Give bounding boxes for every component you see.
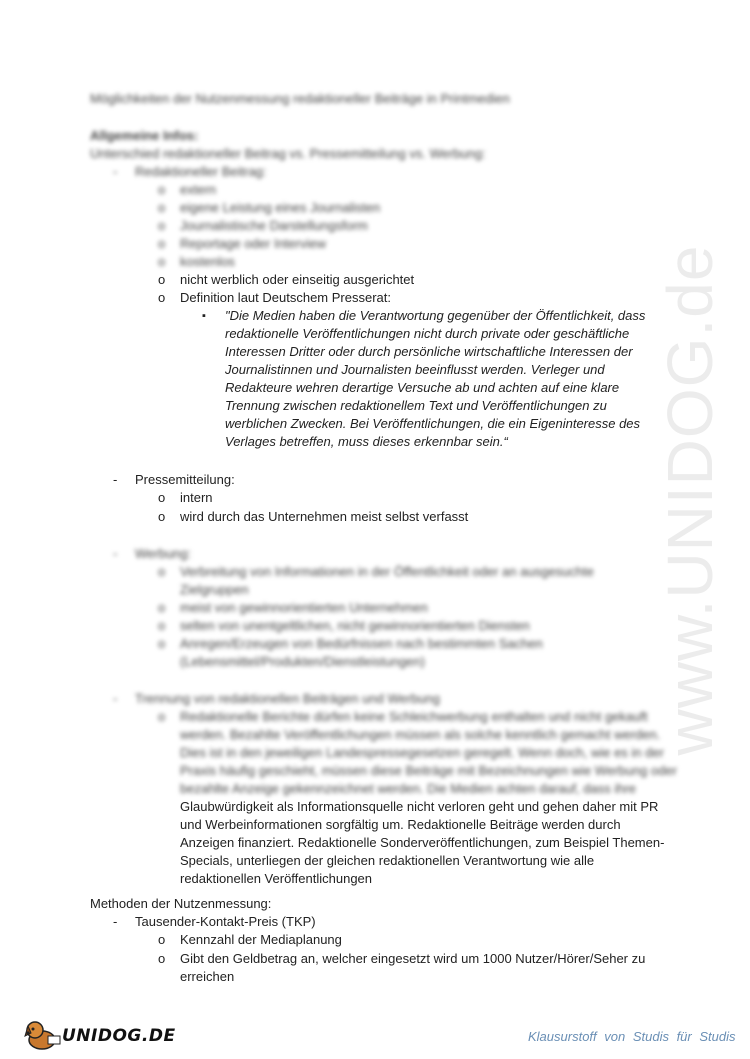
list-item: eigene Leistung eines Journalisten	[180, 200, 381, 215]
paragraph-line: Praxis häufig geschieht, müssen diese Beiträge mit Bezeichnungen wie Werbung oder	[180, 763, 677, 778]
list-item: (Lebensmittel/Produkten/Dienstleistungen)	[180, 654, 425, 669]
circle-bullet: o	[158, 182, 166, 197]
methods-heading: Methoden der Nutzenmessung:	[90, 896, 272, 911]
circle-bullet: o	[158, 218, 166, 233]
circle-bullet: o	[158, 290, 166, 305]
quote-line: "Die Medien haben die Verantwortung gegenüber der Öffentlichkeit, dass	[225, 308, 646, 323]
quote-line: Verlages betreffen, muss dieses erkennbar sein.“	[225, 434, 508, 449]
paragraph-line: Dies ist in den jeweiligen Landespressegesetzen geregelt. Wenn doch, wie es in der	[180, 745, 664, 760]
logo-text: UNIDOG.DE	[62, 1026, 176, 1046]
square-bullet: ▪	[202, 310, 206, 322]
quote-line: Trennung zwischen redaktionellem Text und Veröffentlichungen zu	[225, 398, 607, 413]
list-item: Kennzahl der Mediaplanung	[180, 932, 342, 947]
quote-line: Redakteure wehren derartige Versuche ab und achten auf eine klare	[225, 380, 620, 395]
document-title: Möglichkeiten der Nutzenmessung redaktioneller Beiträge in Printmedien	[90, 91, 510, 106]
paragraph-line: Glaubwürdigkeit als Informationsquelle nicht verloren geht und gehen daher mit PR	[180, 799, 659, 814]
section-label: Redaktioneller Beitrag:	[135, 164, 267, 179]
quote-line: werblichen Zwecken. Bei Veröffentlichungen, die ein Eigeninteresse des	[225, 416, 641, 431]
circle-bullet: o	[158, 951, 166, 966]
list-item: Anregen/Erzeugen von Bedürfnissen nach bestimmten Sachen	[180, 636, 543, 651]
circle-bullet: o	[158, 254, 166, 269]
dash-bullet: -	[113, 164, 118, 179]
circle-bullet: o	[158, 272, 166, 287]
general-heading: Allgemeine Infos:	[90, 128, 199, 143]
quote-line: redaktionelle Veröffentlichungen nicht durch private oder geschäftliche	[225, 326, 630, 341]
section-label: Werbung:	[135, 546, 192, 561]
circle-bullet: o	[158, 509, 166, 524]
list-item: Gibt den Geldbetrag an, welcher eingesetzt wird um 1000 Nutzer/Hörer/Seher zu	[180, 951, 646, 966]
watermark-text: www.UNIDOG.de	[654, 244, 726, 756]
watermark	[640, 244, 740, 756]
quote-line: Journalistinnen und Journalisten beeinflusst werden. Verleger und	[225, 362, 605, 377]
general-intro: Unterschied redaktioneller Beitrag vs. Pressemitteilung vs. Werbung:	[90, 146, 486, 161]
paragraph-line: und Werbeinformationen sorgfältig um. Redaktionelle Beiträge werden durch	[180, 817, 621, 832]
list-item: wird durch das Unternehmen meist selbst verfasst	[180, 509, 469, 524]
circle-bullet: o	[158, 636, 166, 651]
list-item: extern	[180, 182, 217, 197]
dog-icon	[22, 1016, 62, 1052]
section-label: Pressemitteilung:	[135, 472, 235, 487]
unidog-logo[interactable]	[22, 1016, 176, 1052]
section-label: Tausender-Kontakt-Preis (TKP)	[135, 914, 316, 929]
dash-bullet: -	[113, 546, 118, 561]
paragraph-line: Redaktionelle Berichte dürfen keine Schleichwerbung enthalten und nicht gekauft	[180, 709, 648, 724]
circle-bullet: o	[158, 600, 166, 615]
paragraph-line: redaktionellen Veröffentlichungen	[180, 871, 373, 886]
list-item: Zielgruppen	[180, 582, 249, 597]
quote-line: Interessen Dritter oder durch persönliche wirtschaftliche Interessen der	[225, 344, 633, 359]
list-item: Reportage oder Interview	[180, 236, 326, 251]
paragraph-line: Specials, unterliegen der gleichen redaktionellen Verantwortung wie alle	[180, 853, 595, 868]
circle-bullet: o	[158, 564, 166, 579]
paragraph-line: bezahlte Anzeige gekennzeichnet werden. Die Medien achten darauf, dass ihre	[180, 781, 637, 796]
circle-bullet: o	[158, 932, 166, 947]
dash-bullet: -	[113, 691, 118, 706]
circle-bullet: o	[158, 200, 166, 215]
list-item: nicht werblich oder einseitig ausgerichtet	[180, 272, 415, 287]
circle-bullet: o	[158, 618, 166, 633]
paragraph-line: werden. Bezahlte Veröffentlichungen müssen als solche kenntlich gemacht werden.	[180, 727, 661, 742]
footer-tagline: Klausurstoff von Studis für Studis	[528, 1029, 736, 1044]
dash-bullet: -	[113, 472, 118, 487]
list-item: selten von unentgeltlichen, nicht gewinnorientierten Diensten	[180, 618, 530, 633]
list-item: kostenlos	[180, 254, 235, 269]
list-item: Verbreitung von Informationen in der Öffentlichkeit oder an ausgesuchte	[180, 564, 594, 579]
list-item: meist von gewinnorientierten Unternehmen	[180, 600, 428, 615]
list-item: erreichen	[180, 969, 235, 984]
list-item: Definition laut Deutschem Presserat:	[180, 290, 391, 305]
circle-bullet: o	[158, 490, 166, 505]
list-item: intern	[180, 490, 213, 505]
paragraph-line: Anzeigen finanziert. Redaktionelle Sonderveröffentlichungen, zum Beispiel Themen-	[180, 835, 665, 850]
dash-bullet: -	[113, 914, 118, 929]
list-item: Journalistische Darstellungsform	[180, 218, 368, 233]
circle-bullet: o	[158, 236, 166, 251]
section-label: Trennung von redaktionellen Beiträgen und Werbung	[135, 691, 440, 706]
circle-bullet: o	[158, 709, 166, 724]
